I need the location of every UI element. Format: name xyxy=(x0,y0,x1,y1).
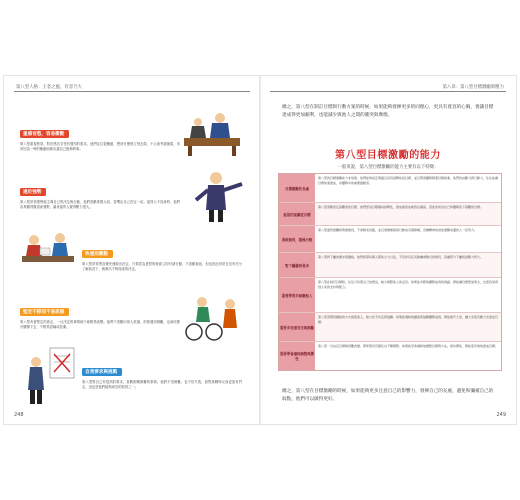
intro-paragraph: 總之，第八型在制訂目標與行動方案的時候，如果能夠發揮更多的同理心，更具有寬容的心胸，會讓目標達成得更加順利，也能減少與他人之間的衝突與摩擦。 xyxy=(282,105,494,118)
section-text: 第八型重視慾望，對於感官享受有強烈的需求。他們往往很衝動，想到什麼就立刻去做，不太會考慮後果，常常因為一時的衝動而做出讓自己後悔的事。 xyxy=(20,142,180,152)
section-text: 第八型有著堅定的意志，一旦決定的事情就不會輕易改變。他們不喜歡向別人低頭，即使遇到困難，也會咬緊牙關撐下去，不輕易認輸或放棄。 xyxy=(20,320,180,330)
row-label: 需要學習多傾聽他人 xyxy=(279,278,315,312)
closing-paragraph: 總之，第八型在目標激勵的時候，如果能夠更多注意自己的影響力，發揮自己的長處，避免和彌補自己的弱點，他們可以做得更好。 xyxy=(282,389,494,402)
table-row xyxy=(279,252,501,277)
table-row xyxy=(279,341,501,370)
section-heading: 自我要求與挑戰 xyxy=(82,368,122,376)
right-page-number: 249 xyxy=(496,412,506,418)
office-team-illustration xyxy=(20,230,78,280)
row-label: 對下屬嚴格要求 xyxy=(279,253,315,277)
section-3 xyxy=(82,240,242,272)
section-heading: 過於強勢 xyxy=(20,188,46,196)
header-rule xyxy=(270,91,506,92)
presenter-chart-illustration xyxy=(22,344,78,408)
table-row xyxy=(279,174,501,202)
right-page xyxy=(260,76,516,424)
section-heading: 快速而衝動 xyxy=(82,250,113,258)
page-title: 第八型目標激勵的能力 xyxy=(335,150,441,161)
left-page xyxy=(4,76,260,424)
row-text: 第八型喜歡設定高難度的目標，他們認為目標越具挑戰性，達成後的成就感也越高，因此常常為自己和團隊設下困難的目標。 xyxy=(315,203,501,225)
section-heading: 重感官慾，容易衝動 xyxy=(20,130,69,138)
row-label: 需要學會適時調整與彈性 xyxy=(279,342,315,370)
row-text: 第八型習慣用嚴格的方式督促他人，較少給予肯定與鼓勵。如果能適時地讚美與鼓勵團隊成員，將能提升士氣，讓大家更有動力去達成目標。 xyxy=(315,313,501,341)
businessman-desk-illustration xyxy=(180,108,244,158)
row-text: 第八型的目標激勵能力非常強，他們能夠設定明確且具有挑戰性的目標，並且帶領團隊朝著目標前進。他們的決斷力與行動力，往往能讓目標快速達成，是團隊中的重要推動者。 xyxy=(315,174,501,202)
row-text: 第八型一旦決定目標就很難改變，即使情況有變化也不願調整。如果能學會適時地調整目標與方法，保持彈性，將能更有效地達成目標。 xyxy=(315,342,501,370)
section-2 xyxy=(20,178,180,210)
section-text: 第八型常常憑直覺快速做出決定，只要認為是對的就會立即付諸行動，不喜歡拖延，但也因此常常在沒有充分了解狀況下，就做出不夠周延的決定。 xyxy=(82,262,242,272)
header-rule xyxy=(14,91,250,92)
page-subtitle: 一般來說，第八型目標激勵的能力主要有以下特徵： xyxy=(337,165,439,170)
traits-table xyxy=(278,173,502,371)
row-label: 需要多表達肯定與鼓勵 xyxy=(279,313,315,341)
table-row xyxy=(279,202,501,225)
section-text: 第八型對自己有很高的要求，喜歡挑戰困難的事情。他們不怕困難，也不怕失敗，面對挑戰時反而更加有鬥志，這也是他們能夠成功的原因之一。 xyxy=(82,380,242,390)
row-text: 第八型在制訂目標時，往往只依照自己的想法，較少傾聽他人的意見。如果能多聽取團隊成員的建議，將能讓目標更加周全，也更容易得到大家的支持與配合。 xyxy=(315,278,501,312)
table-row xyxy=(279,277,501,312)
cyclists-illustration xyxy=(180,290,244,342)
section-1 xyxy=(20,120,180,152)
section-5 xyxy=(82,358,242,390)
section-text: 第八型常常強勢地主導自己的決定與行動，他們喜歡掌握大局，習慣由自己決定一切。當別人不同意時，他們容易顯得霸道而強勢，讓身邊的人覺得壓力很大。 xyxy=(20,200,180,210)
table-row xyxy=(279,225,501,252)
row-text: 第八型面對困難時勇敢無畏，不會輕易退縮，並且會積極採取行動來克服障礙，這種精神常常能激勵身邊的人一起努力。 xyxy=(315,226,501,252)
right-running-head: 第八章：第八型目標激勵與壓力 xyxy=(442,85,504,90)
left-page-number: 248 xyxy=(14,412,24,418)
table-row xyxy=(279,312,501,341)
row-label: 勇敢無畏，積極行動 xyxy=(279,226,315,252)
left-running-head: 第八型人格：王者之風，有容乃大 xyxy=(16,85,82,90)
pointing-man-illustration xyxy=(190,168,246,224)
section-heading: 堅定不移而不易屈服 xyxy=(20,308,69,316)
row-label: 能設的高難度目標 xyxy=(279,203,315,225)
section-4 xyxy=(20,298,180,330)
row-label: 目標激勵的長處 xyxy=(279,174,315,202)
book-spread xyxy=(4,76,516,424)
row-text: 第八型對下屬的要求很嚴格，他們希望每個人都能全力以赴，不容許有任何偷懶或敷衍的情況，這讓部分下屬感到壓力很大。 xyxy=(315,253,501,277)
